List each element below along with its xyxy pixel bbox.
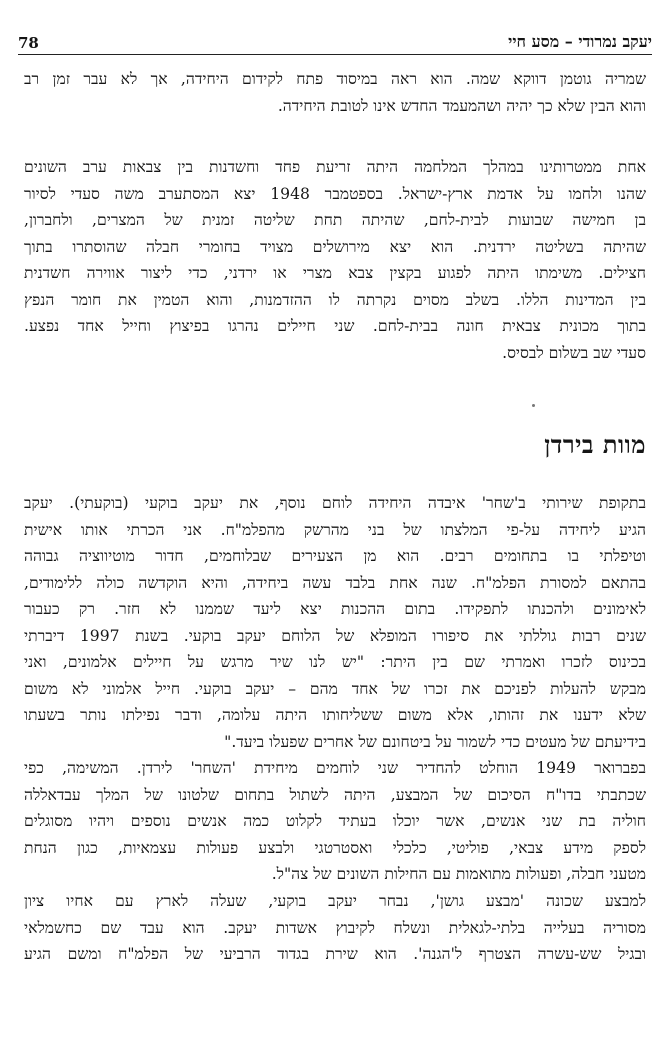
text-line: חוליה בת שני אנשים, אשר יוכלו בעתיד לקלוט כמה אנשים נוספים ויהיו מסוגלים [24, 812, 646, 830]
text-line: שהיתה בשליטה ירדנית. הוא יצא מירושלים מצויד בחומרי חבלה שהוסתרו בתוך [24, 237, 646, 256]
text-line: בידיעתם של מעטים כדי לשמור על ביטחונם של אחרים שפעלו ביעד." [224, 732, 646, 751]
text-line: ובגיל שש-עשרה הצטרף ל'הגנה'. הוא שירת בגדוד הרביעי של הפלמ"ח ומשם הגיע [24, 945, 646, 963]
text-line: בכינוס לזכרו ואמרתי שם בין היתר: "יש לנו שיר מרגש על חיילים אלמונים, ואני [24, 653, 646, 671]
text-line: לאימונים ולהכנתו לתפקידו. בתום ההכנות יצא ליעד שממנו לא חזר. רק כעבור [24, 600, 646, 618]
text-line: הגיע ליחידה על-פי המלצתו של בני מהרשק מהפלמ"ח. אני הכרתי אותו אישית [24, 520, 646, 539]
ink-speck [532, 404, 535, 407]
paragraph-1 [24, 66, 646, 119]
running-header-title: יעקב נמרודי – מסע חיי [508, 32, 652, 51]
text-line: והוא הבין שלא כך יהיה ושהמעמד החדש אינו לטובת היחידה. [277, 96, 646, 115]
text-line: שלא ידענו את זהותו, אלא משום ששליחותו היתה עלומה, ודבר נפילתו נותר בשעתו [24, 706, 646, 724]
text-line: למבצע שכונה 'מבצע גושן', נבחר יעקב בוקעי, שעלה לארץ עם אחיו ציון [24, 892, 646, 910]
text-line: שמריה גוטמן דווקא שמה. הוא ראה במיסוד פתח לקידום היחידה, אך לא עבר זמן רב [24, 70, 646, 88]
section-heading: מוות בירדן [544, 430, 646, 459]
paragraph-2 [24, 154, 646, 366]
text-line: בין המדינות הללו. בשלב מסוים נקרתה לו ההזדמנות, והוא הטמין את חומר הנפץ [24, 290, 646, 309]
text-line: מטעני חבלה, ופעולות מתואמות עם החילות השונים של צה"ל. [271, 865, 646, 883]
text-line: בתוך מכונית צבאית חונה בבית-לחם. שני חיילים נהרגו בפיצוץ וחייל אחד נפצע. [24, 317, 646, 335]
text-line: בתקופת שירותי ב'שחר' איבדה היחידה לוחם נוסף, את יעקב בוקעי (בוקעתי). יעקב [24, 494, 646, 512]
paragraph-3 [24, 490, 646, 755]
text-line: לספק מידע צבאי, פוליטי, כלכלי ואסטרטגי ולבצע פעולות עצמאיות, כגון הנחת [24, 838, 646, 857]
text-line: שנים רבות גוללתי את סיפורו המופלא של הלוחם יעקב בוקעי. בשנת 1997 דיברתי [24, 626, 646, 645]
running-header [18, 30, 652, 55]
text-line: בהתאם למסורת הפלמ"ח. שנה אחת בלבד עשה ביחידה, והיא הוקדשה כולה ללימודים, [24, 573, 646, 592]
text-line: בן חמישה שבועות לבית-לחם, שהיתה תחת שליטה זמנית של המצרים, ולחברון, [24, 211, 646, 229]
text-line: וטיפלתי בו בתחומים רבים. הוא מן הצעירים שבלוחמים, חדור מוטיווציה גבוהה [24, 547, 646, 565]
paragraph-4 [24, 755, 646, 888]
text-line: שכתבתי בדו"ח הסיכום של המבצע, היתה לשתול בתחום שלטונו של המלך עבדאללה [24, 785, 646, 804]
text-line: מבקש להעלות לפניכם את זכרו של אחד מהם – יעקב בוקעי. חייל אלמוני לא משום [24, 679, 646, 698]
text-line: שהנו ולחמו על אדמת ארץ-ישראל. בספטמבר 1948 יצא המסתערב משה סעדי לסיור [24, 184, 646, 203]
text-line: מסוריה בעלייה בלתי-לגאלית ונשלח לקיבוץ אשדות יעקב. הוא עבד שם כחשמלאי [24, 918, 646, 937]
text-line: סעדי שב בשלום לבסיס. [502, 343, 646, 362]
paragraph-5 [24, 888, 646, 968]
text-line: אחת ממטרותינו במהלך המלחמה היתה זריעת פחד וחשדנות בין צבאות ערב השונים [24, 158, 646, 176]
page-number: 78 [18, 34, 39, 52]
text-line: בפברואר 1949 הוחלט להחדיר שני לוחמים מיחידת 'השחר' לירדן. המשימה, כפי [24, 759, 646, 777]
text-line: חצילים. משימתו היתה לפגוע בקצין צבא מצרי או ירדני, כדי ליצור אווירה חשדנית [24, 264, 646, 282]
